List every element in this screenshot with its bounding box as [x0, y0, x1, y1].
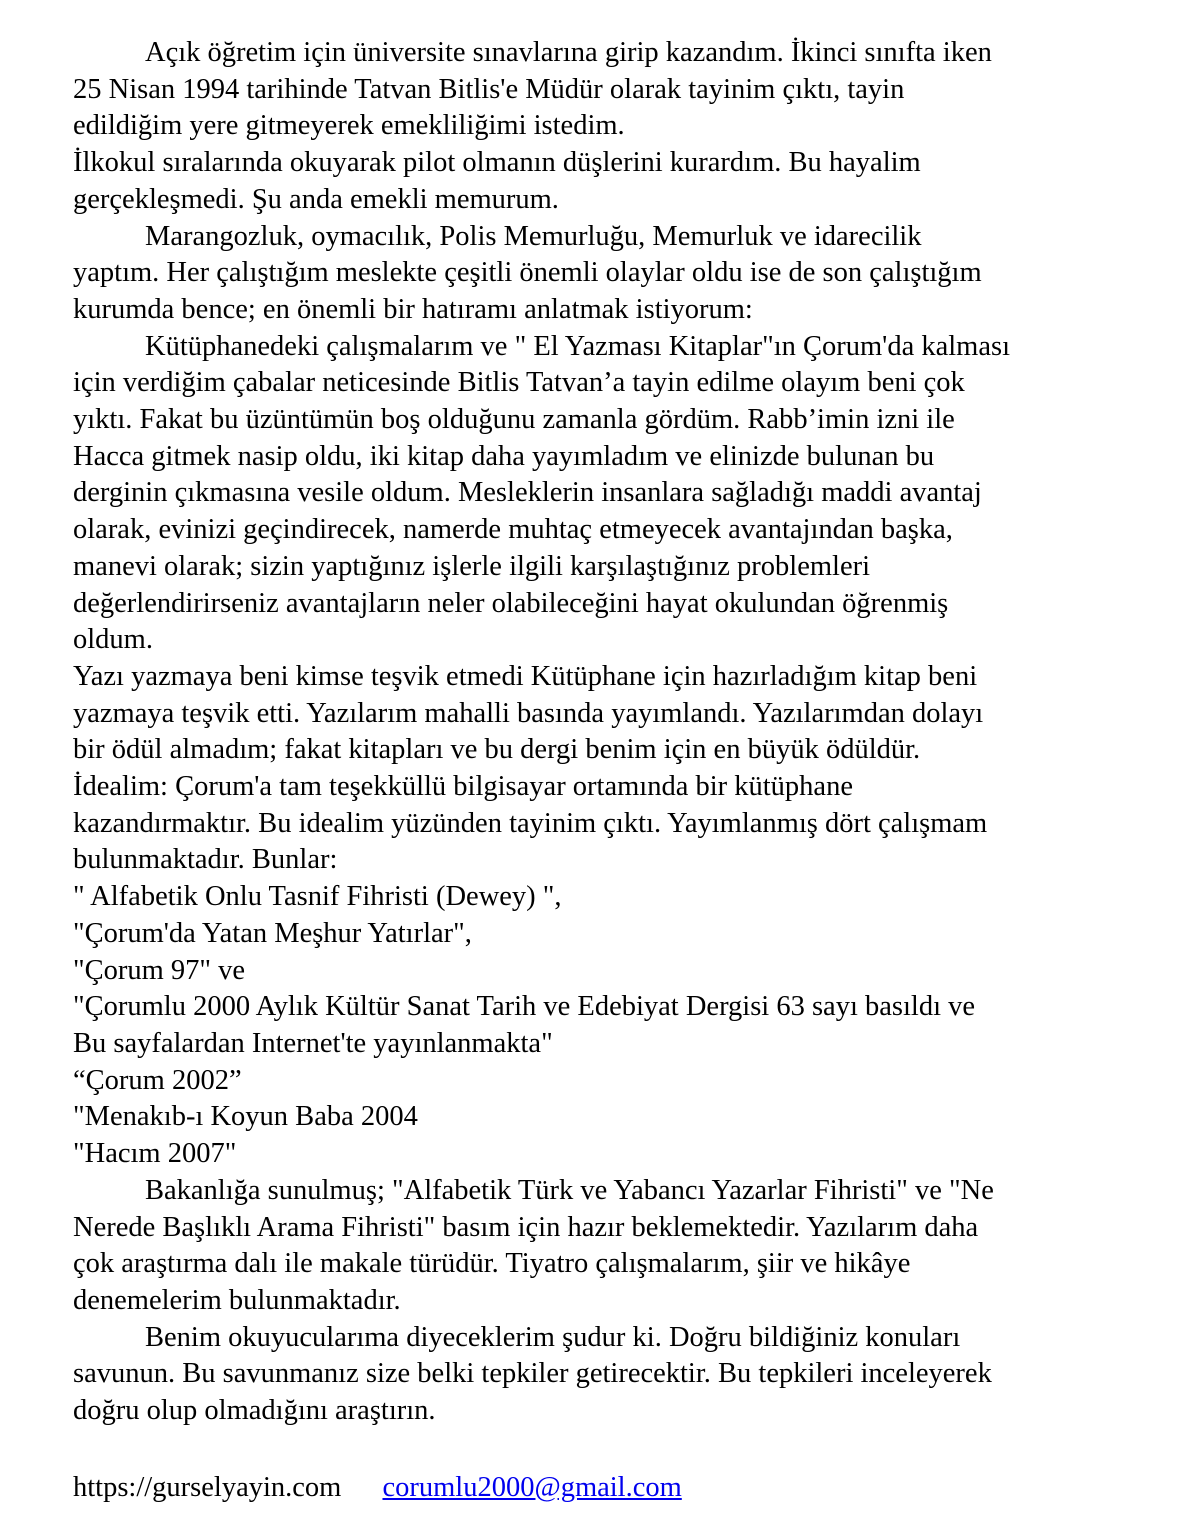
text-line: bulunmaktadır. Bunlar: [73, 844, 338, 876]
text-line: "Menakıb-ı Koyun Baba 2004 [73, 1101, 418, 1133]
text-line: savunun. Bu savunmanız size belki tepkiler getirecektir. Bu tepkileri inceleyerek [73, 1358, 992, 1390]
text-line: İlkokul sıralarında okuyarak pilot olmanın düşlerini kurardım. Bu hayalim [73, 147, 921, 179]
page-footer [73, 1470, 682, 1506]
text-line: Benim okuyucularıma diyeceklerim şudur ki. Doğru bildiğiniz konuları [145, 1321, 961, 1353]
text-line: olarak, evinizi geçindirecek, namerde muhtaç etmeyecek avantajından başka, [73, 514, 953, 546]
text-line: doğru olup olmadığını araştırın. [73, 1395, 436, 1427]
text-line: Bakanlığa sunulmuş; "Alfabetik Türk ve Yabancı Yazarlar Fihristi" ve "Ne [145, 1174, 994, 1206]
text-line: Yazı yazmaya beni kimse teşvik etmedi Kütüphane için hazırladığım kitap beni [73, 660, 978, 692]
text-line: kurumda bence; en önemli bir hatıramı anlatmak istiyorum: [73, 293, 753, 325]
text-line: yazmaya teşvik etti. Yazılarım mahalli basında yayımlandı. Yazılarımdan dolayı [73, 697, 984, 729]
text-line: edildiğim yere gitmeyerek emekliliğimi istedim. [73, 110, 625, 142]
text-line: "Çorumlu 2000 Aylık Kültür Sanat Tarih ve Edebiyat Dergisi 63 sayı basıldı ve [73, 991, 976, 1023]
text-line: Kütüphanedeki çalışmalarım ve " El Yazması Kitaplar"ın Çorum'da kalması [145, 330, 1010, 362]
text-line: bir ödül almadım; fakat kitapları ve bu dergi benim için en büyük ödüldür. [73, 734, 921, 766]
text-line: Nerede Başlıklı Arama Fihristi" basım için hazır beklemektedir. Yazılarım daha [73, 1211, 979, 1243]
text-line: değerlendirirseniz avantajların neler olabileceğini hayat okulundan öğrenmiş [73, 587, 949, 619]
text-line: derginin çıkmasına vesile oldum. Mesleklerin insanlara sağladığı maddi avantaj [73, 477, 982, 509]
document-body [73, 35, 1133, 1430]
website-text: https://gurselyayin.com [73, 1472, 342, 1503]
text-line: Marangozluk, oymacılık, Polis Memurluğu, Memurluk ve idarecilik [145, 220, 922, 252]
text-line: “Çorum 2002” [73, 1064, 242, 1096]
text-line: denemelerim bulunmaktadır. [73, 1284, 401, 1316]
text-line: manevi olarak; sizin yaptığınız işlerle ilgili karşılaştığınız problemleri [73, 550, 870, 582]
text-line: Açık öğretim için üniversite sınavlarına girip kazandım. İkinci sınıfta iken [145, 37, 992, 68]
text-line: İdealim: Çorum'a tam teşekküllü bilgisayar ortamında bir kütüphane [73, 771, 853, 803]
text-line: çok araştırma dalı ile makale türüdür. Tiyatro çalışmalarım, şiir ve hikâye [73, 1248, 911, 1280]
text-line: gerçekleşmedi. Şu anda emekli memurum. [73, 183, 559, 215]
text-line: "Hacım 2007" [73, 1138, 237, 1170]
text-line: için verdiğim çabalar neticesinde Bitlis Tatvan’a tayin edilme olayım beni çok [73, 367, 965, 399]
email-link[interactable]: corumlu2000@gmail.com [382, 1472, 682, 1503]
text-line: yıktı. Fakat bu üzüntümün boş olduğunu zamanla gördüm. Rabb’imin izni ile [73, 404, 955, 436]
text-line: kazandırmaktır. Bu idealim yüzünden tayinim çıktı. Yayımlanmış dört çalışmam [73, 807, 988, 839]
text-line: Bu sayfalardan Internet'te yayınlanmakta" [73, 1027, 553, 1059]
text-line: Hacca gitmek nasip oldu, iki kitap daha yayımladım ve elinizde bulunan bu [73, 440, 935, 472]
text-line: oldum. [73, 624, 153, 656]
text-line: " Alfabetik Onlu Tasnif Fihristi (Dewey) ", [73, 881, 562, 913]
text-line: "Çorum'da Yatan Meşhur Yatırlar", [73, 917, 472, 949]
text-line: yaptım. Her çalıştığım meslekte çeşitli önemli olaylar oldu ise de son çalıştığım [73, 257, 982, 289]
text-line: 25 Nisan 1994 tarihinde Tatvan Bitlis'e Müdür olarak tayinim çıktı, tayin [73, 73, 905, 105]
text-line: "Çorum 97" ve [73, 954, 246, 986]
